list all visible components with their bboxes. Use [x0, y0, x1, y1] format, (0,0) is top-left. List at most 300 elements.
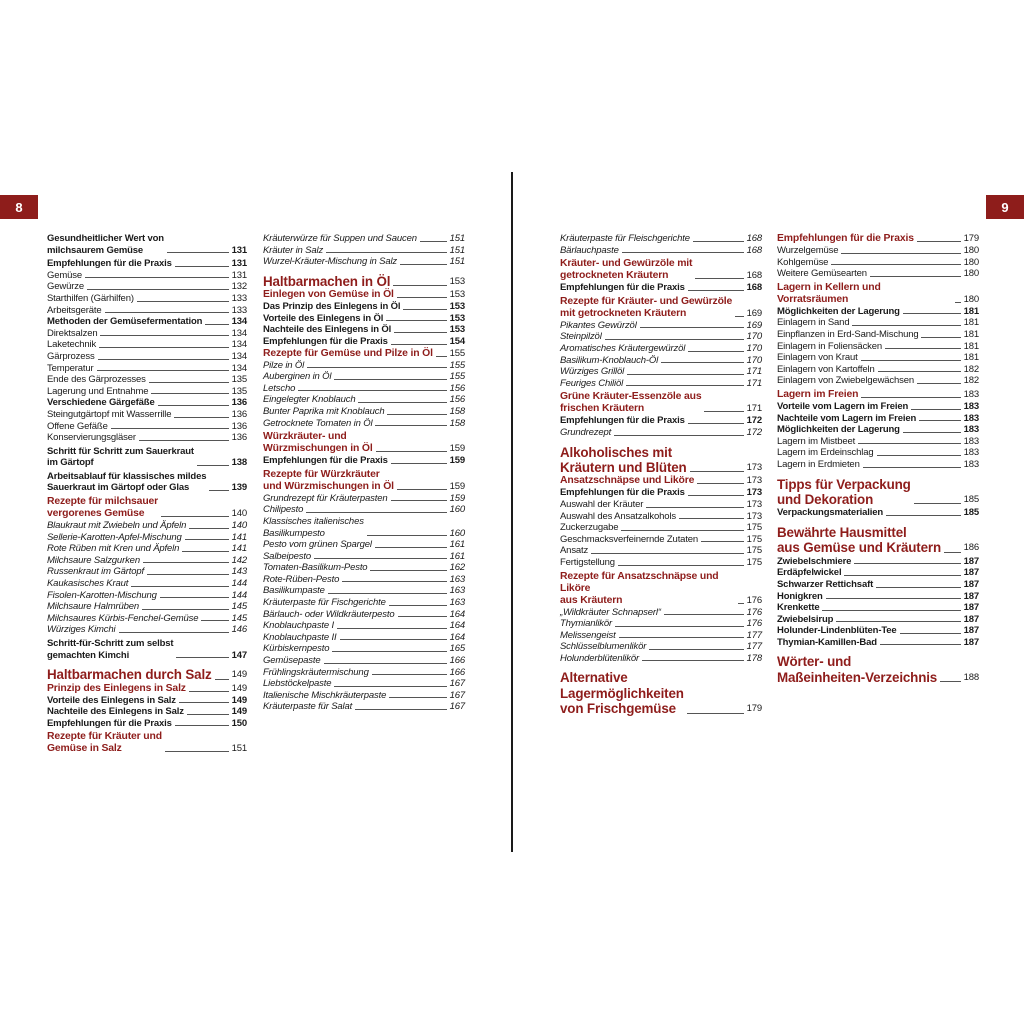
toc-entry	[560, 233, 762, 245]
toc-entry-page: 134	[231, 362, 247, 374]
toc-entry	[263, 289, 465, 301]
toc-entry-page: 187	[963, 613, 979, 625]
toc-leader-line	[591, 553, 743, 554]
toc-entry	[47, 270, 247, 282]
toc-entry-title: Empfehlungen für die Praxis	[263, 335, 388, 347]
toc-entry	[560, 534, 762, 546]
toc-leader-line	[622, 252, 744, 253]
toc-entry-title: Basilikum-Knoblauch-Öl	[560, 354, 659, 366]
toc-entry-page: 164	[449, 608, 465, 620]
toc-entry-page: 169	[746, 307, 762, 319]
toc-entry-title: Empfehlungen für die Praxis	[560, 282, 685, 294]
page-number-left: 8	[0, 195, 38, 219]
toc-entry-page: 160	[449, 504, 465, 516]
toc-entry-page: 179	[963, 233, 979, 244]
toc-leader-line	[697, 483, 743, 484]
toc-entry-title: Würziges Grillöl	[560, 366, 625, 378]
toc-entry-title: Kräuter- und Gewürzöle mit getrockneten Kräutern	[560, 258, 693, 282]
toc-entry-page: 149	[231, 669, 247, 681]
toc-entry-page: 141	[231, 543, 247, 555]
toc-entry-page: 159	[449, 480, 465, 492]
toc-entry-title: Einlagern in Sand	[777, 317, 850, 329]
toc-entry-title: Weitere Gemüsearten	[777, 268, 867, 280]
toc-leader-line	[387, 414, 446, 415]
toc-entry	[47, 718, 247, 730]
toc-entry	[263, 643, 465, 655]
toc-entry-title: Zwiebelsirup	[777, 613, 834, 625]
toc-entry-title: Kräuter in Salz	[263, 244, 324, 256]
toc-entry	[47, 293, 247, 305]
toc-entry-page: 153	[449, 301, 465, 313]
toc-leader-line	[863, 467, 961, 468]
toc-leader-line	[119, 632, 229, 633]
toc-entry	[560, 475, 762, 487]
toc-entry-page: 136	[231, 432, 247, 444]
toc-entry-page: 160	[449, 527, 465, 539]
toc-entry-page: 134	[231, 316, 247, 328]
toc-leader-line	[111, 428, 229, 429]
toc-entry-title: Kräuterwürze für Suppen und Saucen	[263, 233, 417, 244]
toc-entry-page: 163	[449, 597, 465, 609]
toc-entry	[47, 543, 247, 555]
toc-entry	[47, 613, 247, 625]
toc-entry	[777, 341, 979, 353]
toc-column-1	[47, 233, 247, 755]
toc-entry-title: Würziges Kimchi	[47, 624, 116, 636]
toc-entry-page: 134	[231, 339, 247, 351]
toc-entry-page: 181	[963, 352, 979, 364]
toc-entry	[263, 301, 465, 313]
toc-leader-line	[97, 370, 229, 371]
toc-leader-line	[886, 515, 961, 516]
toc-entry	[263, 360, 465, 372]
toc-leader-line	[841, 253, 960, 254]
toc-entry	[47, 409, 247, 421]
toc-entry	[777, 525, 979, 556]
toc-entry-title: Arbeitsablauf für klassisches mildes Sauerkraut im Gärtopf oder Glas	[47, 470, 207, 494]
toc-entry	[777, 625, 979, 637]
toc-entry-page: 181	[963, 328, 979, 340]
toc-leader-line	[85, 277, 229, 278]
toc-entry-title: Steingutgärtopf mit Wasserrille	[47, 408, 172, 420]
toc-leader-line	[397, 297, 447, 298]
toc-leader-line	[131, 586, 228, 587]
toc-entry-page: 168	[746, 233, 762, 244]
toc-entry-page: 133	[231, 304, 247, 316]
toc-entry	[777, 602, 979, 614]
toc-leader-line	[389, 697, 446, 698]
toc-entry-title: Bärlauchpaste	[560, 244, 619, 256]
toc-entry-title: Empfehlungen für die Praxis	[47, 258, 172, 270]
toc-entry-title: Würzkräuter- und Würzmischungen in Öl	[263, 431, 373, 455]
toc-entry-title: Möglichkeiten der Lagerung	[777, 305, 900, 317]
toc-leader-line	[165, 751, 229, 752]
toc-leader-line	[394, 332, 446, 333]
toc-entry-title: Klassisches italienisches Basilikumpesto	[263, 515, 364, 539]
toc-entry	[47, 667, 247, 682]
toc-entry-title: Milchsaure Salzgurken	[47, 554, 140, 566]
toc-entry	[777, 352, 979, 364]
toc-leader-line	[618, 565, 744, 566]
toc-leader-line	[137, 301, 229, 302]
toc-entry-title: Pilze in Öl	[263, 359, 305, 371]
toc-leader-line	[391, 344, 447, 345]
toc-entry	[560, 282, 762, 294]
toc-entry-page: 133	[231, 292, 247, 304]
toc-entry	[47, 328, 247, 340]
toc-entry-title: Steinpilzöl	[560, 331, 602, 343]
toc-entry	[560, 366, 762, 378]
toc-entry-page: 183	[963, 458, 979, 470]
toc-entry	[263, 504, 465, 516]
toc-entry	[560, 415, 762, 427]
toc-entry	[263, 431, 465, 455]
toc-leader-line	[398, 616, 447, 617]
toc-leader-line	[880, 644, 961, 645]
toc-entry-title: Gewürze	[47, 281, 84, 293]
toc-leader-line	[661, 362, 744, 363]
toc-entry	[777, 591, 979, 603]
toc-leader-line	[376, 451, 447, 452]
toc-entry	[47, 397, 247, 409]
toc-entry	[560, 607, 762, 619]
toc-leader-line	[605, 339, 744, 340]
toc-entry	[777, 507, 979, 519]
toc-leader-line	[738, 603, 744, 604]
toc-entry-title: Empfehlungen für die Praxis	[263, 455, 388, 467]
toc-column-3	[560, 233, 762, 717]
toc-entry	[777, 233, 979, 245]
toc-entry-title: Pesto vom grünen Spargel	[263, 539, 372, 551]
toc-leader-line	[688, 495, 744, 496]
toc-leader-line	[340, 639, 447, 640]
toc-entry-page: 156	[449, 394, 465, 406]
toc-entry-page: 154	[449, 335, 465, 347]
toc-leader-line	[861, 360, 961, 361]
toc-leader-line	[844, 575, 960, 576]
toc-entry-page: 168	[746, 270, 762, 282]
toc-leader-line	[861, 397, 960, 398]
toc-entry-page: 187	[963, 625, 979, 637]
toc-entry	[777, 317, 979, 329]
toc-entry-title: Lagern im Erdeinschlag	[777, 447, 874, 459]
toc-entry-title: Schritt-für-Schritt zum selbst gemachten Kimchi	[47, 638, 174, 661]
toc-entry-page: 135	[231, 385, 247, 397]
toc-entry-title: Zuckerzugabe	[560, 522, 619, 534]
toc-entry	[263, 313, 465, 325]
toc-entry-title: Liebstöckelpaste	[263, 678, 332, 690]
toc-entry-page: 183	[963, 412, 979, 424]
toc-leader-line	[626, 385, 744, 386]
toc-entry-title: Auswahl des Ansatzalkohols	[560, 510, 676, 522]
toc-entry-page: 181	[963, 317, 979, 329]
toc-entry-title: Ansatzschnäpse und Liköre	[560, 475, 695, 487]
toc-entry	[47, 374, 247, 386]
toc-entry-page: 187	[963, 602, 979, 614]
toc-leader-line	[375, 425, 446, 426]
toc-entry	[47, 638, 247, 661]
toc-entry-page: 173	[746, 461, 762, 473]
toc-entry-title: Kaukasisches Kraut	[47, 578, 129, 590]
toc-leader-line	[646, 507, 743, 508]
toc-entry	[777, 459, 979, 471]
toc-entry	[560, 391, 762, 415]
toc-entry-title: Lagern in Kellern und Vorratsräumen	[777, 281, 881, 305]
toc-entry	[47, 590, 247, 602]
toc-entry-title: Basilikumpaste	[263, 585, 325, 597]
toc-entry-title: Bewährte Hausmittel aus Gemüse und Kräutern	[777, 524, 941, 556]
toc-entry-page: 183	[963, 400, 979, 412]
toc-entry-page: 155	[449, 347, 465, 359]
toc-entry-page: 185	[963, 507, 979, 519]
toc-entry-page: 163	[449, 585, 465, 597]
toc-leader-line	[147, 574, 229, 575]
toc-entry-page: 166	[449, 655, 465, 667]
toc-leader-line	[189, 528, 228, 529]
toc-entry	[263, 336, 465, 348]
toc-entry	[263, 562, 465, 574]
toc-leader-line	[955, 302, 961, 303]
toc-leader-line	[690, 471, 744, 472]
toc-entry-page: 171	[746, 377, 762, 389]
toc-entry	[263, 632, 465, 644]
toc-leader-line	[911, 409, 960, 410]
toc-entry-page: 153	[449, 275, 465, 287]
toc-entry	[560, 296, 762, 320]
toc-leader-line	[358, 402, 446, 403]
toc-entry-page: 175	[746, 522, 762, 534]
toc-entry	[560, 522, 762, 534]
toc-entry-page: 159	[449, 492, 465, 504]
toc-entry-title: Haltbarmachen in Öl	[263, 273, 391, 289]
toc-entry-title: Geschmacksverfeinernde Zutaten	[560, 533, 699, 545]
toc-entry-page: 173	[746, 498, 762, 510]
toc-entry-page: 176	[746, 618, 762, 630]
toc-entry	[560, 445, 762, 476]
toc-leader-line	[393, 285, 446, 286]
toc-entry	[777, 282, 979, 306]
toc-entry-title: Prinzip des Einlegens in Salz	[47, 682, 186, 694]
toc-entry	[47, 305, 247, 317]
toc-entry	[47, 258, 247, 270]
toc-leader-line	[615, 626, 744, 627]
toc-entry-title: Kräuterpaste für Fischgerichte	[263, 597, 386, 609]
toc-entry-page: 145	[231, 601, 247, 613]
toc-entry-title: Lagern im Mistbeet	[777, 435, 856, 447]
toc-entry-title: Rezepte für Würzkräuter und Würzmischungen in Öl	[263, 468, 394, 492]
toc-entry-title: Einpflanzen in Erd-Sand-Mischung	[777, 328, 919, 340]
toc-entry	[47, 578, 247, 590]
toc-leader-line	[944, 552, 961, 553]
toc-entry-title: Gemüse	[47, 269, 83, 281]
toc-leader-line	[735, 316, 743, 317]
toc-entry-title: Lagern im Freien	[777, 388, 859, 400]
toc-leader-line	[640, 327, 744, 328]
toc-leader-line	[142, 609, 229, 610]
toc-entry	[560, 343, 762, 355]
toc-entry-page: 140	[231, 520, 247, 532]
toc-entry-title: Salbeipesto	[263, 550, 311, 562]
toc-entry	[47, 566, 247, 578]
toc-entry-title: Einlagern von Kraut	[777, 352, 858, 364]
toc-entry	[47, 446, 247, 469]
toc-entry	[47, 731, 247, 755]
toc-entry-page: 173	[746, 510, 762, 522]
toc-leader-line	[158, 405, 229, 406]
toc-leader-line	[182, 551, 228, 552]
toc-leader-line	[328, 593, 447, 594]
toc-entry-title: Milchsaure Halmrüben	[47, 601, 140, 613]
toc-leader-line	[372, 674, 447, 675]
toc-leader-line	[306, 512, 446, 513]
toc-leader-line	[420, 241, 447, 242]
toc-entry-title: Honigkren	[777, 590, 823, 602]
toc-entry-title: Getrocknete Tomaten in Öl	[263, 417, 373, 429]
toc-entry	[560, 545, 762, 557]
toc-entry-title: Auberginen in Öl	[263, 371, 332, 383]
toc-entry-page: 136	[231, 420, 247, 432]
toc-entry	[263, 690, 465, 702]
toc-entry-title: Rezepte für Kräuter und Gemüse in Salz	[47, 731, 162, 755]
toc-entry-page: 183	[963, 388, 979, 400]
toc-entry-page: 183	[963, 424, 979, 436]
toc-entry-title: Kräuterpaste für Fleischgerichte	[560, 233, 690, 244]
toc-entry-page: 156	[449, 382, 465, 394]
toc-entry	[560, 320, 762, 332]
toc-entry	[263, 678, 465, 690]
toc-entry-page: 187	[963, 555, 979, 567]
toc-entry-title: Knoblauchpaste I	[263, 620, 335, 632]
toc-entry-page: 153	[449, 312, 465, 324]
toc-entry-title: Empfehlungen für die Praxis	[47, 717, 172, 729]
toc-leader-line	[642, 660, 744, 661]
toc-entry-page: 179	[746, 703, 762, 715]
toc-entry-title: Auswahl der Kräuter	[560, 498, 644, 510]
toc-entry-title: Vorteile des Einlegens in Salz	[47, 694, 176, 706]
toc-entry	[777, 654, 979, 685]
toc-entry-title: Letscho	[263, 382, 296, 394]
toc-entry-page: 140	[231, 508, 247, 520]
toc-leader-line	[215, 679, 229, 680]
toc-entry	[777, 389, 979, 401]
toc-entry-title: Lagerung und Entnahme	[47, 385, 149, 397]
toc-leader-line	[209, 490, 228, 491]
toc-entry-title: Wörter- und Maßeinheiten-Verzeichnis	[777, 654, 938, 685]
toc-entry-title: Kohlgemüse	[777, 256, 829, 268]
toc-leader-line	[367, 535, 447, 536]
toc-leader-line	[400, 264, 447, 265]
toc-entry-page: 138	[231, 457, 247, 469]
toc-entry-page: 134	[231, 350, 247, 362]
toc-entry-title: Nachteile des Einlegens in Salz	[47, 706, 184, 718]
toc-entry-page: 135	[231, 374, 247, 386]
toc-entry-title: Rote-Rüben-Pesto	[263, 573, 340, 585]
toc-leader-line	[187, 714, 229, 715]
toc-entry	[263, 667, 465, 679]
toc-entry-title: Nachteile des Einlegens in Öl	[263, 324, 392, 336]
toc-leader-line	[679, 518, 744, 519]
toc-leader-line	[201, 620, 228, 621]
toc-entry	[777, 375, 979, 387]
toc-entry	[263, 620, 465, 632]
toc-entry	[47, 520, 247, 532]
toc-entry	[560, 641, 762, 653]
toc-entry-page: 141	[231, 531, 247, 543]
toc-entry	[560, 511, 762, 523]
toc-entry-title: Einlagern in Foliensäcken	[777, 340, 883, 352]
toc-entry-title: Nachteile vom Lagern im Freien	[777, 412, 917, 424]
toc-entry	[263, 406, 465, 418]
toc-leader-line	[314, 558, 447, 559]
toc-entry-page: 168	[746, 282, 762, 294]
toc-entry	[47, 532, 247, 544]
toc-leader-line	[831, 264, 960, 265]
toc-leader-line	[688, 423, 744, 424]
toc-entry-title: Zwiebelschmiere	[777, 555, 852, 567]
toc-entry-title: Alternative Lagermöglichkeiten von Frischgemüse	[560, 670, 684, 717]
toc-leader-line	[836, 621, 960, 622]
toc-entry-page: 182	[963, 375, 979, 387]
toc-leader-line	[176, 657, 228, 658]
toc-entry-page: 164	[449, 631, 465, 643]
toc-leader-line	[307, 367, 446, 368]
toc-entry-title: Erdäpfelwickel	[777, 567, 842, 579]
toc-entry	[777, 556, 979, 568]
toc-entry-page: 180	[963, 268, 979, 280]
toc-entry	[777, 401, 979, 413]
toc-entry-page: 144	[231, 589, 247, 601]
toc-leader-line	[185, 539, 229, 540]
toc-entry-title: Italienische Mischkräuterpaste	[263, 689, 387, 701]
toc-entry	[560, 653, 762, 665]
toc-leader-line	[687, 713, 744, 714]
toc-leader-line	[370, 570, 446, 571]
toc-entry	[47, 281, 247, 293]
toc-entry-page: 175	[746, 533, 762, 545]
toc-entry-page: 180	[963, 293, 979, 305]
toc-entry	[263, 394, 465, 406]
toc-entry	[47, 471, 247, 494]
toc-leader-line	[870, 276, 961, 277]
toc-entry-page: 170	[746, 354, 762, 366]
toc-leader-line	[342, 581, 446, 582]
toc-entry-title: Empfehlungen für die Praxis	[777, 233, 914, 244]
toc-leader-line	[919, 420, 960, 421]
toc-entry-page: 145	[231, 612, 247, 624]
toc-entry-page: 175	[746, 545, 762, 557]
toc-leader-line	[149, 382, 229, 383]
toc-leader-line	[940, 681, 960, 682]
toc-entry-page: 180	[963, 256, 979, 268]
toc-entry-title: Wurzel-Kräuter-Mischung in Salz	[263, 256, 398, 268]
toc-entry-page: 182	[963, 363, 979, 375]
toc-leader-line	[334, 686, 446, 687]
toc-entry-page: 151	[449, 244, 465, 256]
toc-entry	[263, 256, 465, 268]
toc-entry-page: 147	[231, 649, 247, 661]
toc-entry-page: 173	[746, 487, 762, 499]
toc-entry-title: Rote Rüben mit Kren und Äpfeln	[47, 543, 180, 555]
toc-entry-page: 171	[746, 366, 762, 378]
toc-entry-title: Empfehlungen für die Praxis	[560, 415, 685, 427]
toc-entry-title: Ende des Gärprozesses	[47, 374, 146, 386]
toc-leader-line	[205, 324, 228, 325]
toc-entry-title: „Wildkräuter Schnapserl“	[560, 606, 661, 618]
toc-entry-title: Eingelegter Knoblauch	[263, 394, 356, 406]
toc-entry-title: Temperatur	[47, 362, 94, 374]
toc-entry-page: 150	[231, 717, 247, 729]
toc-entry-page: 159	[449, 455, 465, 467]
